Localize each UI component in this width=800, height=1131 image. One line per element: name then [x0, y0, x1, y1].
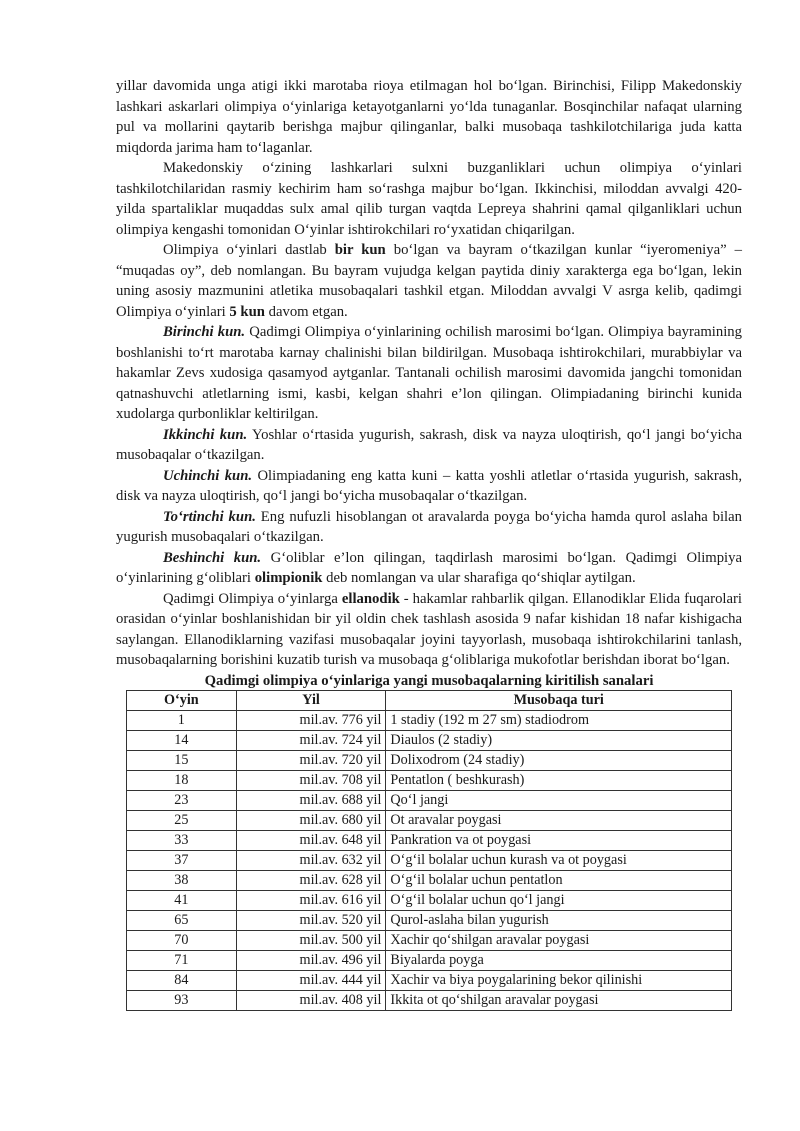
- cell-oyin: 37: [127, 850, 237, 870]
- paragraph: [116, 507, 742, 548]
- cell-musobaqa-turi: 1 stadiy (192 m 27 sm) stadiodrom: [386, 710, 732, 730]
- paragraph-text: yillar davomida unga atigi ikki marotaba rioya etilmagan hol bo‘lgan. Birinchisi, Filipp Makedonskiy lashkari askarlari olimpiya o‘yinlariga ketayotganlarni yo‘lda tunaganlar. Bosqinchilar nafaqat ularning pul va mollarini qaytarib berishga majbur qilinganlar, balki musobaqa tashkilotchilariga juda katta miqdorda jarima ham to‘laganlar.: [116, 78, 742, 156]
- cell-oyin: 1: [127, 710, 237, 730]
- cell-yil: mil.av. 648 yil: [236, 830, 386, 850]
- cell-yil: mil.av. 616 yil: [236, 890, 386, 910]
- cell-musobaqa-turi: O‘g‘il bolalar uchun qo‘l jangi: [386, 890, 732, 910]
- cell-oyin: 15: [127, 750, 237, 770]
- cell-yil: mil.av. 444 yil: [236, 970, 386, 990]
- paragraph: [116, 589, 742, 671]
- cell-musobaqa-turi: Ikkita ot qo‘shilgan aravalar poygasi: [386, 990, 732, 1010]
- paragraph-text: Qadimgi Olimpiya o‘yinlarga: [163, 590, 342, 607]
- paragraph: [116, 240, 742, 322]
- paragraph: [116, 425, 742, 466]
- paragraph: [116, 76, 742, 158]
- cell-yil: mil.av. 688 yil: [236, 790, 386, 810]
- table-title: Qadimgi olimpiya o‘yinlariga yangi musobaqalarning kiritilish sanalari: [204, 672, 654, 689]
- emphasis-text: Ikkinchi kun.: [163, 426, 248, 443]
- cell-yil: mil.av. 500 yil: [236, 930, 386, 950]
- table-row: [127, 750, 732, 770]
- cell-musobaqa-turi: Qurol-aslaha bilan yugurish: [386, 910, 732, 930]
- header-musobaqa-turi: Musobaqa turi: [386, 690, 732, 710]
- header-oyin: O‘yin: [127, 690, 237, 710]
- emphasis-text: Uchinchi kun.: [163, 467, 253, 484]
- cell-musobaqa-turi: Qo‘l jangi: [386, 790, 732, 810]
- table-row: [127, 890, 732, 910]
- table-row: [127, 850, 732, 870]
- paragraph-text: Olimpiya o‘yinlari dastlab: [163, 242, 335, 258]
- paragraph-text: davom etgan.: [264, 303, 348, 320]
- table-row: [127, 770, 732, 790]
- cell-yil: mil.av. 724 yil: [236, 730, 386, 750]
- emphasis-text: 5 kun: [229, 303, 265, 320]
- table-row: [127, 730, 732, 750]
- emphasis-text: Birinchi kun.: [163, 324, 246, 340]
- cell-oyin: 18: [127, 770, 237, 790]
- paragraph-text: Yoshlar o‘rtasida yugurish, sakrash, disk va nayza uloqtirish, qo‘l jangi bo‘yicha musobaqalar o‘tkazilgan.: [116, 426, 742, 463]
- table-row: [127, 950, 732, 970]
- paragraph: [116, 466, 742, 507]
- emphasis-text: ellanodik: [341, 590, 400, 607]
- cell-musobaqa-turi: Dolixodrom (24 stadiy): [386, 750, 732, 770]
- cell-musobaqa-turi: O‘g‘il bolalar uchun kurash va ot poygasi: [386, 850, 732, 870]
- emphasis-text: To‘rtinchi kun.: [163, 508, 256, 525]
- cell-musobaqa-turi: Pentatlon ( beshkurash): [386, 770, 732, 790]
- cell-yil: mil.av. 408 yil: [236, 990, 386, 1010]
- cell-yil: mil.av. 680 yil: [236, 810, 386, 830]
- cell-musobaqa-turi: Xachir va biya poygalarining bekor qilinishi: [386, 970, 732, 990]
- cell-yil: mil.av. 708 yil: [236, 770, 386, 790]
- paragraph-text: - hakamlar rahbarlik qilgan. Ellanodiklar Elida fuqarolari orasidan o‘yinlar boshlanishidan bir yil oldin chek tashlash asosida 9 nafar kishidan 18 nafar kishigacha saylangan. Ellanodiklarning vazifasi musobaqalar joyini tayyorlash, musobaqa ishtirokchilarini tanlash, musobaqalarning borishini kuzatib turish va musobaqa g‘oliblariga mukofotlar berishdan iborat bo‘lgan.: [116, 590, 742, 668]
- paragraph: [116, 322, 742, 425]
- paragraph-text: Eng nufuzli hisoblangan ot aravalarda poyga bo‘yicha hamda qurol aslaha bilan yugurish musobaqalari o‘tkazilgan.: [116, 508, 742, 545]
- paragraph: [116, 158, 742, 240]
- cell-oyin: 14: [127, 730, 237, 750]
- cell-musobaqa-turi: Diaulos (2 stadiy): [386, 730, 732, 750]
- paragraph: [116, 548, 742, 589]
- emphasis-text: Beshinchi kun.: [163, 549, 262, 566]
- cell-oyin: 25: [127, 810, 237, 830]
- table-header-row: [127, 690, 732, 710]
- header-yil: Yil: [236, 690, 386, 710]
- paragraph-text: deb nomlangan va ular sharafiga qo‘shiqlar aytilgan.: [322, 570, 636, 586]
- table-row: [127, 710, 732, 730]
- paragraph-text: Qadimgi Olimpiya o‘yinlarining ochilish marosimi bo‘lgan. Olimpiya bayramining boshlanishi to‘rt marotaba karnay chalinishi bilan bildirilgan. Musobaqa ishtirokchilari, murabbiylar va hakamlar Zevs xudosiga qasamyod aytganlar. Tantanali ochilish marosimi davomida jangchi tomonidan qatnashuvchi atletlarning ismi, kasbi, kelgan shahri e’lon qilingan. Olimpiadaning birinchi kunida xudolarga qurbonliklar keltirilgan.: [116, 324, 742, 422]
- cell-oyin: 65: [127, 910, 237, 930]
- cell-yil: mil.av. 720 yil: [236, 750, 386, 770]
- document-page: [116, 76, 742, 1011]
- cell-yil: mil.av. 776 yil: [236, 710, 386, 730]
- emphasis-text: bir kun: [334, 242, 386, 258]
- paragraph-text: G‘oliblar e’lon qilingan, taqdirlash marosimi bo‘lgan. Qadimgi Olimpiya o‘yinlarining g‘oliblari: [116, 549, 742, 586]
- cell-yil: mil.av. 520 yil: [236, 910, 386, 930]
- cell-oyin: 33: [127, 830, 237, 850]
- table-row: [127, 790, 732, 810]
- cell-oyin: 38: [127, 870, 237, 890]
- table-body: [127, 710, 732, 1010]
- cell-musobaqa-turi: Pankration va ot poygasi: [386, 830, 732, 850]
- cell-musobaqa-turi: O‘g‘il bolalar uchun pentatlon: [386, 870, 732, 890]
- cell-oyin: 93: [127, 990, 237, 1010]
- cell-oyin: 41: [127, 890, 237, 910]
- paragraph-text: Olimpiadaning eng katta kuni – katta yoshli atletlar o‘rtasida yugurish, sakrash, disk va nayza uloqtirish, qo‘l jangi bo‘yicha musobaqalar o‘tkazilgan.: [116, 467, 742, 504]
- emphasis-text: olimpionik: [254, 570, 323, 586]
- cell-oyin: 70: [127, 930, 237, 950]
- paragraph-text: Makedonskiy o‘zining lashkarlari sulxni buzganliklari uchun olimpiya o‘yinlari tashkilotchilaridan rasmiy kechirim ham so‘rashga majbur bo‘lgan. Ikkinchisi, miloddan avvalgi 420-yilda spartaliklar muqaddas sulx amal qilib turgan vaqtda Lepreya shahrini qamal qilganliklari uchun olimpiya kengashi tomonidan O‘yinlar ishtirokchilari ro‘yxatidan chiqarilgan.: [116, 160, 742, 238]
- body-text: [116, 76, 742, 671]
- cell-yil: mil.av. 496 yil: [236, 950, 386, 970]
- table-row: [127, 910, 732, 930]
- table-row: [127, 970, 732, 990]
- cell-musobaqa-turi: Ot aravalar poygasi: [386, 810, 732, 830]
- table-row: [127, 830, 732, 850]
- cell-yil: mil.av. 632 yil: [236, 850, 386, 870]
- cell-yil: mil.av. 628 yil: [236, 870, 386, 890]
- cell-oyin: 71: [127, 950, 237, 970]
- table-row: [127, 870, 732, 890]
- paragraph-text: bo‘lgan va bayram o‘tkazilgan kunlar “iyeromeniya” – “muqadas oy”, deb nomlangan. Bu bayram vujudga kelgan paytida diniy xarakterga ega bo‘lgan, lekin uning asosiy mazmunini atletika musobaqalari tashkil etgan. Miloddan avvalgi V asrga kelib, qadimgi Olimpiya o‘yinlari: [116, 242, 742, 320]
- competitions-table: [126, 690, 732, 1011]
- table-row: [127, 990, 732, 1010]
- cell-musobaqa-turi: Xachir qo‘shilgan aravalar poygasi: [386, 930, 732, 950]
- table-row: [127, 930, 732, 950]
- cell-musobaqa-turi: Biyalarda poyga: [386, 950, 732, 970]
- table-row: [127, 810, 732, 830]
- cell-oyin: 84: [127, 970, 237, 990]
- cell-oyin: 23: [127, 790, 237, 810]
